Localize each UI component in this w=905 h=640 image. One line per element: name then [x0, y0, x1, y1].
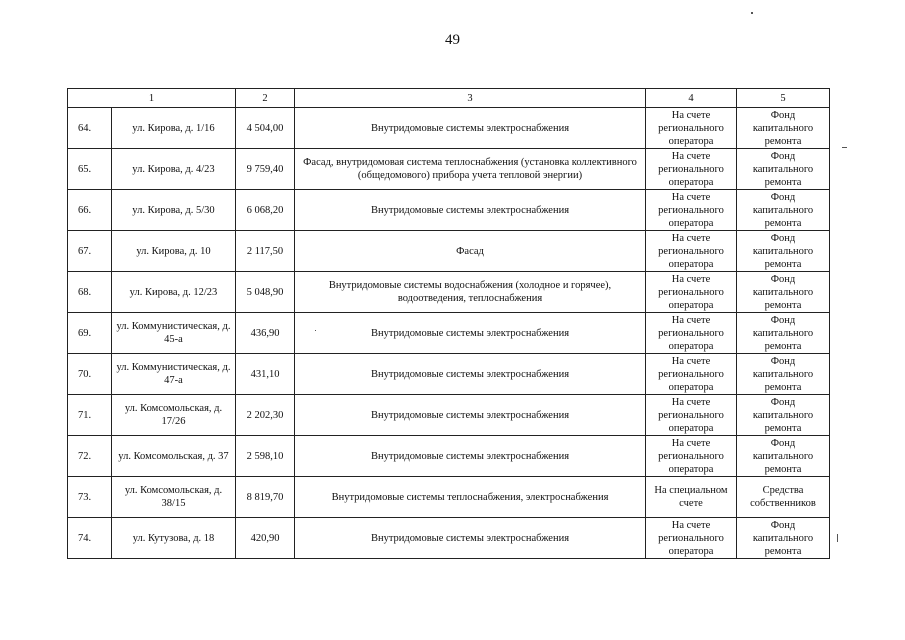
account-cell: На счете регионального оператора	[646, 108, 737, 149]
fund-source-cell: Фонд капитального ремонта	[737, 436, 830, 477]
area-cell: 5 048,90	[236, 272, 295, 313]
area-cell: 436,90	[236, 313, 295, 354]
scan-mark	[751, 12, 753, 14]
area-cell: 2 117,50	[236, 231, 295, 272]
area-cell: 6 068,20	[236, 190, 295, 231]
row-number-cell: 71.	[68, 395, 112, 436]
row-number-cell: 68.	[68, 272, 112, 313]
fund-source-cell: Фонд капитального ремонта	[737, 108, 830, 149]
address-cell: ул. Комсомольская, д. 38/15	[112, 477, 236, 518]
work-type-cell: Внутридомовые системы электроснабжения	[295, 354, 646, 395]
account-cell: На счете регионального оператора	[646, 436, 737, 477]
row-number-cell: 66.	[68, 190, 112, 231]
area-cell: 2 202,30	[236, 395, 295, 436]
row-number-cell: 64.	[68, 108, 112, 149]
work-type-cell: Внутридомовые системы электроснабжения	[295, 395, 646, 436]
row-number-cell: 70.	[68, 354, 112, 395]
fund-source-cell: Фонд капитального ремонта	[737, 395, 830, 436]
table-row	[68, 190, 830, 231]
account-cell: На счете регионального оператора	[646, 190, 737, 231]
fund-source-cell: Фонд капитального ремонта	[737, 354, 830, 395]
work-type-cell: Внутридомовые системы электроснабжения	[295, 108, 646, 149]
work-type-cell: Внутридомовые системы водоснабжения (холодное и горячее), водоотведения, теплоснабжения	[295, 272, 646, 313]
scan-mark	[315, 330, 316, 331]
table-row	[68, 108, 830, 149]
work-type-cell: Внутридомовые системы электроснабжения	[295, 436, 646, 477]
table-row	[68, 272, 830, 313]
address-cell: ул. Комсомольская, д. 37	[112, 436, 236, 477]
fund-source-cell: Фонд капитального ремонта	[737, 518, 830, 559]
address-cell: ул. Коммунистическая, д. 47-а	[112, 354, 236, 395]
address-cell: ул. Коммунистическая, д. 45-а	[112, 313, 236, 354]
account-cell: На счете регионального оператора	[646, 354, 737, 395]
account-cell: На счете регионального оператора	[646, 518, 737, 559]
account-cell: На счете регионального оператора	[646, 313, 737, 354]
header-cell-2: 2	[236, 89, 295, 108]
address-cell: ул. Кирова, д. 4/23	[112, 149, 236, 190]
account-cell: На счете регионального оператора	[646, 149, 737, 190]
table-body	[68, 89, 830, 559]
fund-source-cell: Фонд капитального ремонта	[737, 231, 830, 272]
scan-mark	[842, 147, 847, 148]
page-number: 49	[445, 32, 460, 48]
work-type-cell: Фасад, внутридомовая система теплоснабжения (установка коллективного (общедомового) прибора учета тепловой энергии)	[295, 149, 646, 190]
address-cell: ул. Кутузова, д. 18	[112, 518, 236, 559]
row-number-cell: 65.	[68, 149, 112, 190]
header-cell-3: 3	[295, 89, 646, 108]
row-number-cell: 67.	[68, 231, 112, 272]
area-cell: 4 504,00	[236, 108, 295, 149]
fund-source-cell: Фонд капитального ремонта	[737, 313, 830, 354]
fund-source-cell: Средства собственников	[737, 477, 830, 518]
account-cell: На счете регионального оператора	[646, 272, 737, 313]
header-cell-5: 5	[737, 89, 830, 108]
work-type-cell: Внутридомовые системы теплоснабжения, электроснабжения	[295, 477, 646, 518]
work-type-cell: Внутридомовые системы электроснабжения	[295, 190, 646, 231]
area-cell: 431,10	[236, 354, 295, 395]
table-row	[68, 518, 830, 559]
area-cell: 8 819,70	[236, 477, 295, 518]
address-cell: ул. Кирова, д. 12/23	[112, 272, 236, 313]
table-row	[68, 149, 830, 190]
table-row	[68, 231, 830, 272]
area-cell: 420,90	[236, 518, 295, 559]
work-type-cell: Фасад	[295, 231, 646, 272]
address-cell: ул. Кирова, д. 10	[112, 231, 236, 272]
fund-source-cell: Фонд капитального ремонта	[737, 190, 830, 231]
area-cell: 2 598,10	[236, 436, 295, 477]
row-number-cell: 72.	[68, 436, 112, 477]
work-type-cell: Внутридомовые системы электроснабжения	[295, 313, 646, 354]
table-row	[68, 313, 830, 354]
address-cell: ул. Кирова, д. 5/30	[112, 190, 236, 231]
header-cell-4: 4	[646, 89, 737, 108]
row-number-cell: 69.	[68, 313, 112, 354]
table-header-row	[68, 89, 830, 108]
account-cell: На специальном счете	[646, 477, 737, 518]
table-row	[68, 477, 830, 518]
table-row	[68, 436, 830, 477]
address-cell: ул. Кирова, д. 1/16	[112, 108, 236, 149]
scan-mark	[837, 534, 838, 542]
table-row	[68, 354, 830, 395]
area-cell: 9 759,40	[236, 149, 295, 190]
work-type-cell: Внутридомовые системы электроснабжения	[295, 518, 646, 559]
header-cell-1: 1	[68, 89, 236, 108]
address-cell: ул. Комсомольская, д. 17/26	[112, 395, 236, 436]
account-cell: На счете регионального оператора	[646, 231, 737, 272]
fund-source-cell: Фонд капитального ремонта	[737, 272, 830, 313]
fund-source-cell: Фонд капитального ремонта	[737, 149, 830, 190]
row-number-cell: 73.	[68, 477, 112, 518]
repair-table	[67, 88, 830, 559]
row-number-cell: 74.	[68, 518, 112, 559]
table-row	[68, 395, 830, 436]
account-cell: На счете регионального оператора	[646, 395, 737, 436]
